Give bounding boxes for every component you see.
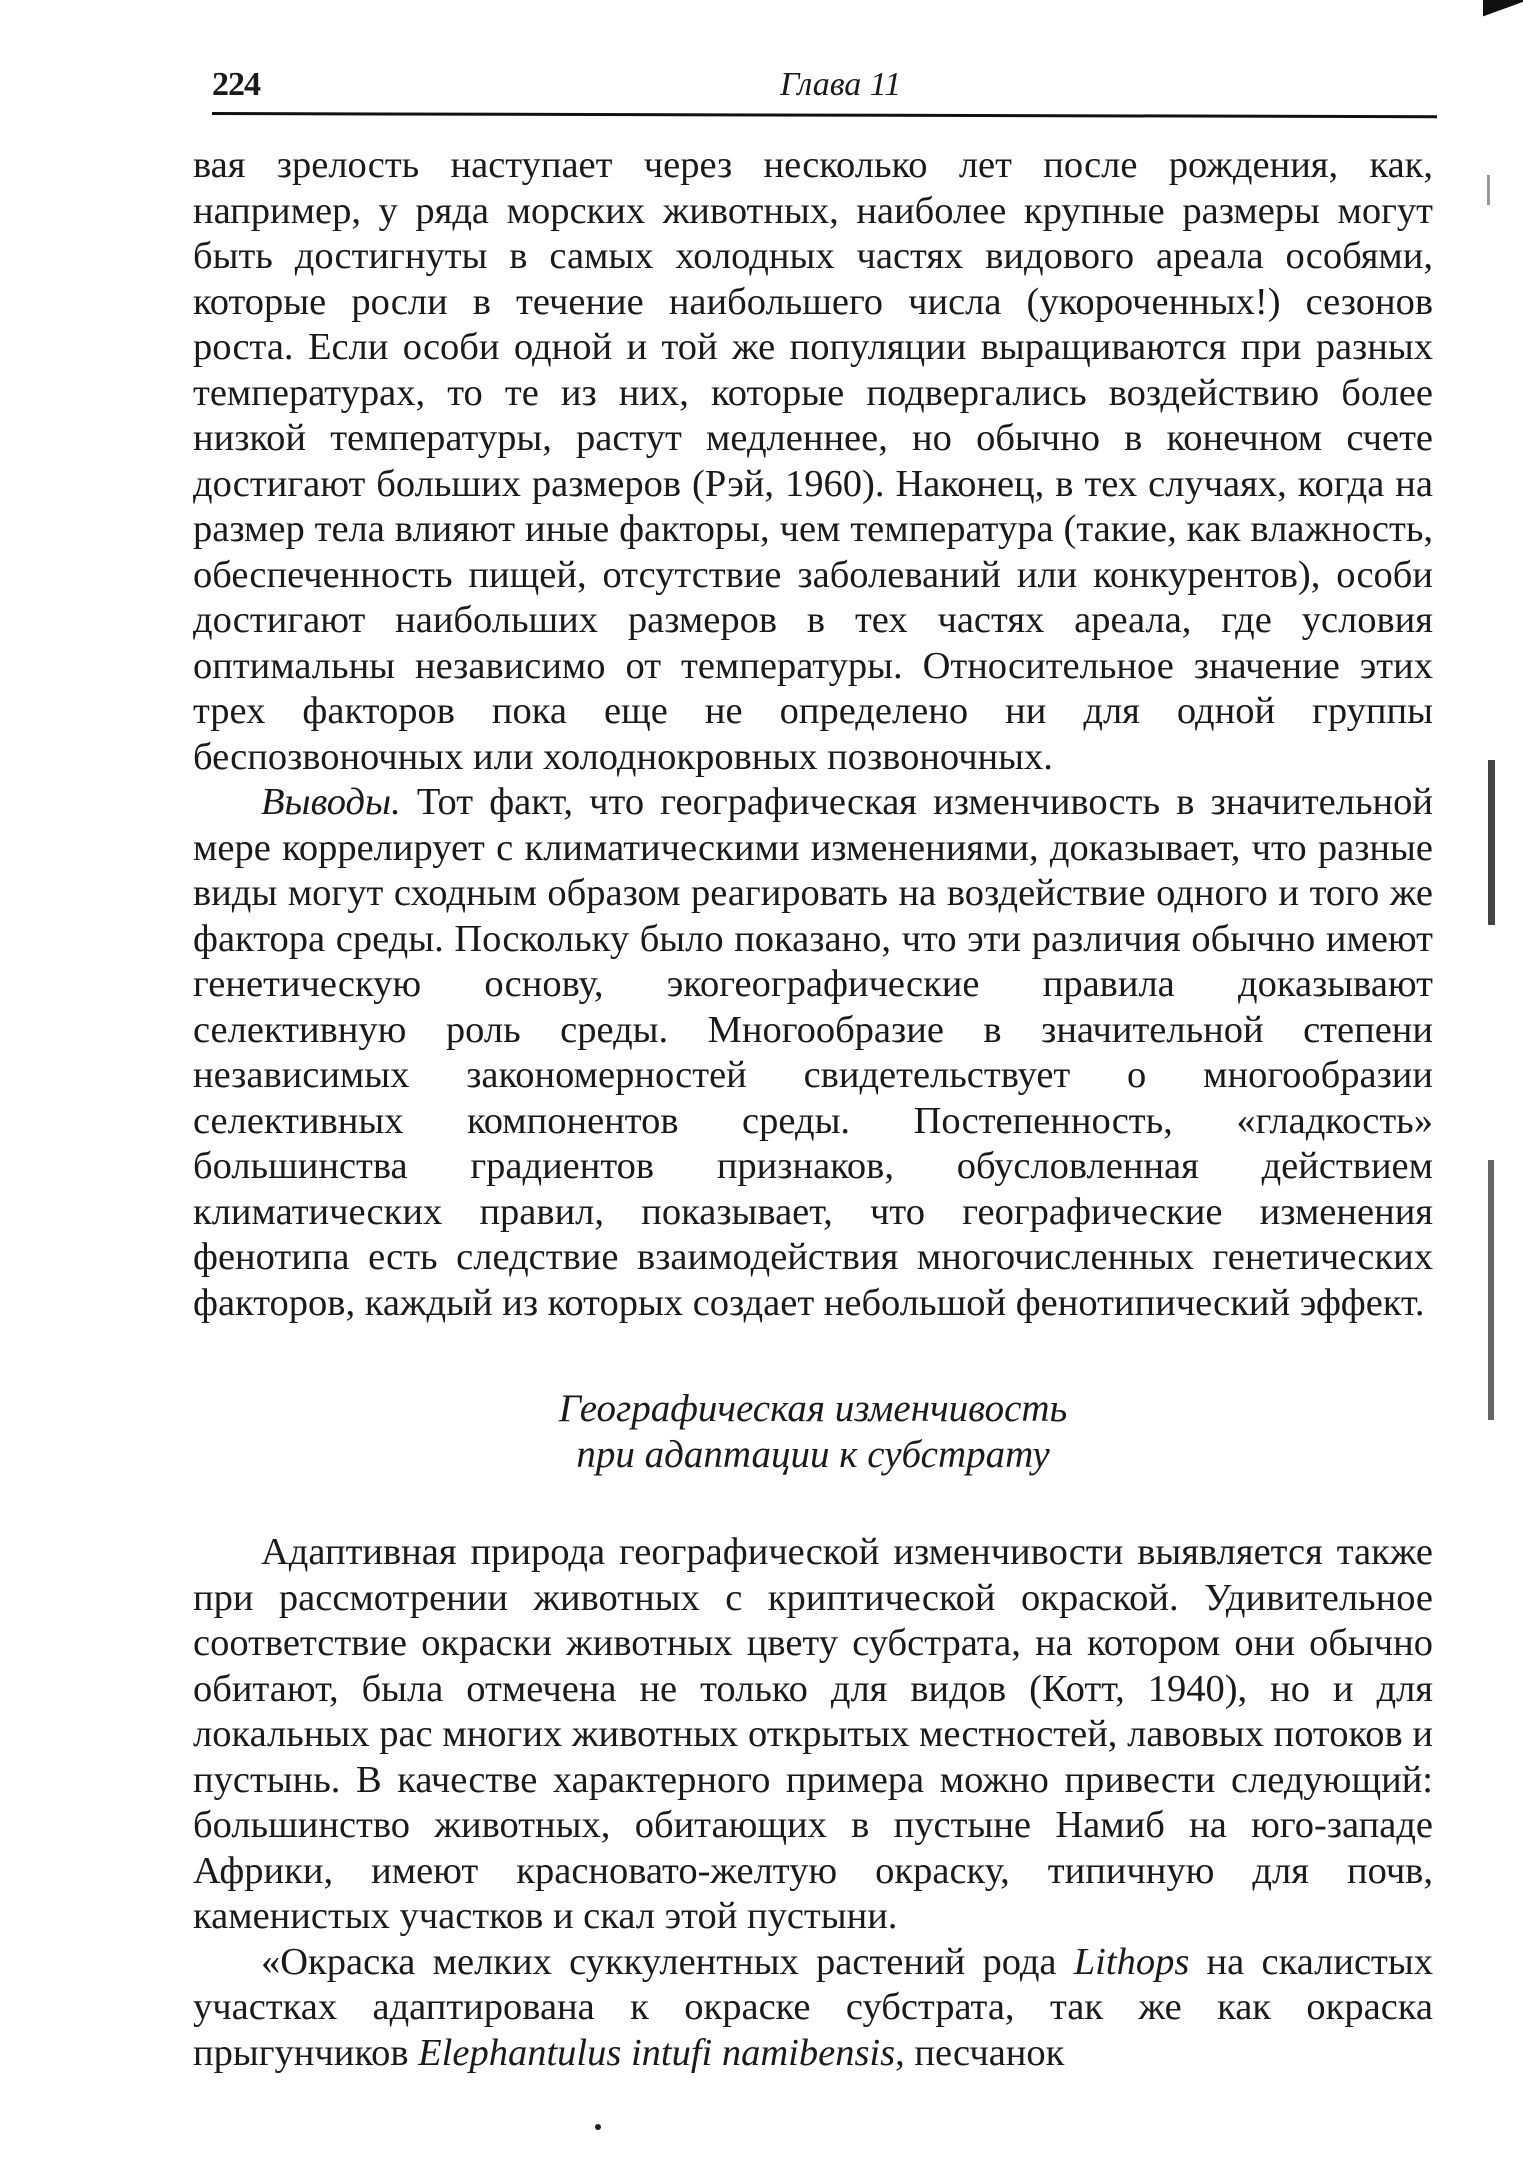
paragraph-text: вая зрелость наступает через несколько лет после рождения, как, например, у ряда морских животных, наиболее крупные размеры могут быть достигнуты в самых холодных частях видового ареала особями, которые росли в течение наибольшего числа (укороченных!) сезонов роста. Если особи одной и той же популяции выращиваются при разных температурах, то те из них, которые подвергались воздействию более низкой температуры, растут медленнее, но обычно в конечном счете достигают больших размеров (Рэй, 1960). Наконец, в тех случаях, когда на размер тела влияют иные факторы, чем температура (такие, как влажность, обеспеченность пищей, отсутствие заболеваний или конкурентов), особи достигают наибольших размеров в тех частях ареала, где условия оптимальны независимо от температуры. Относительное значение этих трех факторов пока еще не определено ни для одной группы беспозвоночных или холоднокровных позвоночных. — [193, 144, 1433, 778]
paragraph-conclusions — [193, 780, 1433, 1326]
scan-corner-mark — [1483, 0, 1523, 26]
section-heading-line-1: Географическая изменчивость — [558, 1387, 1068, 1430]
paragraph-lead-italic: Выводы. — [261, 781, 401, 823]
scan-artifact — [1488, 760, 1495, 925]
paragraph-text-part-2: на скалистых участках адаптирована к окраске субстрата, так же как окраска прыгунчиков — [193, 1940, 1433, 2074]
header-rule — [212, 112, 1437, 118]
scan-artifact — [1487, 175, 1490, 205]
taxon-name-lithops: Lithops — [1073, 1940, 1190, 1983]
paragraph-text-part-3: , песчанок — [895, 2031, 1065, 2074]
section-heading — [193, 1386, 1433, 1478]
paragraph-text: Тот факт, что географическая изменчивость в значительной мере коррелирует с климатическими изменениями, доказывает, что разные виды могут сходным образом реагировать на воздействие одного и того же фактора среды. Поскольку было показано, что эти различия обычно имеют генетическую основу, экогеографические правила доказывают селективную роль среды. Многообразие в значительной степени независимых закономерностей свидетельствует о многообразии селективных компонентов среды. Постепенность, «гладкость» большинства градиентов признаков, обусловленная действием климатических правил, показывает, что географические изменения фенотипа есть следствие взаимодействия многочисленных генетических факторов, каждый из которых создает небольшой фенотипический эффект. — [193, 781, 1433, 1324]
section-heading-line-2: при адаптации к субстрату — [576, 1433, 1050, 1476]
body-text — [193, 143, 1433, 2076]
running-head: Глава 11 — [780, 66, 902, 103]
scan-artifact-dot — [595, 2124, 601, 2130]
paragraph-continuation — [193, 143, 1433, 780]
taxon-name-elephantulus: Elephantulus intufi namibensis — [418, 2031, 896, 2074]
page-header — [200, 64, 1435, 114]
scan-artifact — [1488, 1160, 1494, 1420]
paragraph-text-part-1: «Окраска мелких суккулентных растений рода — [261, 1940, 1074, 1983]
paragraph-adaptive-nature — [193, 1530, 1433, 1940]
paragraph-text: Адаптивная природа географической изменчивости выявляется также при рассмотрении животных с криптической окраской. Удивительное соответствие окраски животных цвету субстрата, на котором они обычно обитают, была отмечена не только для видов (Котт, 1940), но и для локальных рас многих животных открытых местностей, лавовых потоков и пустынь. В качестве характерного примера можно привести следующий: большинство животных, обитающих в пустыне Намиб на юго-западе Африки, имеют красновато-желтую окраску, типичную для почв, каменистых участков и скал этой пустыни. — [193, 1531, 1433, 1937]
page-number: 224 — [212, 66, 260, 103]
paragraph-quote — [193, 1940, 1433, 2077]
